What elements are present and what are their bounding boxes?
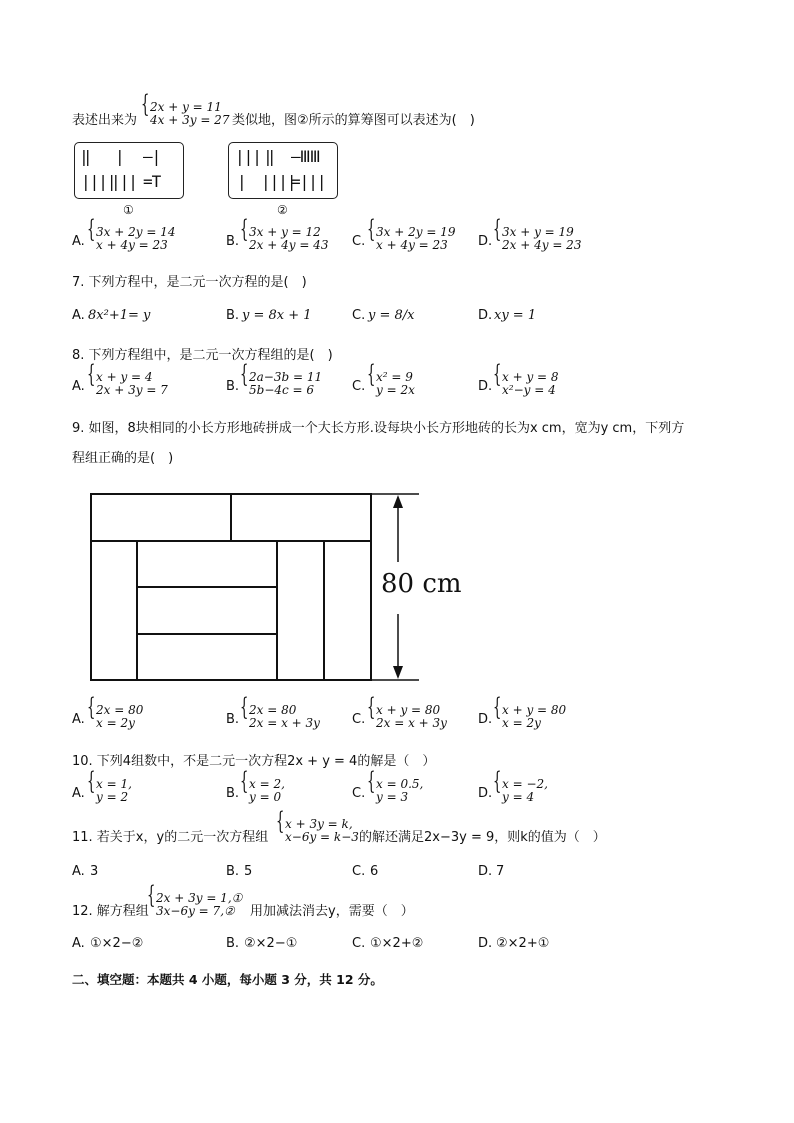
q12-stem-suffix: 用加减法消去y，需要（ ） — [250, 904, 414, 919]
rod-cell: =T — [143, 172, 161, 191]
figure-1-label: ① — [123, 203, 134, 217]
option-label: A. — [72, 786, 85, 801]
option-a-system[interactable]: { 3x + 2y = 14 x + 4y = 23 — [87, 226, 175, 252]
rod-cell: |||| — [261, 172, 296, 191]
rod-cell: —ⅢⅢ — [291, 147, 320, 166]
option-label: C. — [352, 864, 366, 879]
q7-stem: 7. 下列方程中，是二元一次方程的是( ) — [72, 275, 307, 290]
q12-option-b[interactable]: ②×2−① — [244, 936, 298, 951]
q9-option-b[interactable]: { 2x = 80 2x = x + 3y — [240, 704, 320, 730]
option-label: D. — [478, 234, 493, 249]
q11-option-b[interactable]: 5 — [244, 864, 253, 879]
option-label: D. — [478, 379, 493, 394]
q8-option-b[interactable]: { 2a−3b = 11 5b−4c = 6 — [240, 371, 322, 397]
q9-option-d[interactable]: { x + y = 80 x = 2y — [493, 704, 566, 730]
option-label: C. — [352, 234, 366, 249]
q11-system: { x + 3y = k, x−6y = k−3 — [276, 818, 359, 844]
option-label: A. — [72, 308, 85, 323]
q9-option-c[interactable]: { x + y = 80 2x = x + 3y — [367, 704, 447, 730]
rod-cell: =||| — [291, 172, 326, 191]
rod-cell: | — [115, 147, 124, 166]
option-label: D. — [478, 936, 493, 951]
q10-option-a[interactable]: { x = 1, y = 2 — [87, 778, 132, 804]
q11-option-d[interactable]: 7 — [496, 864, 505, 879]
option-label: D. — [478, 712, 493, 727]
option-label: C. — [352, 379, 366, 394]
q10-option-b[interactable]: { x = 2, y = 0 — [240, 778, 285, 804]
q10-option-d[interactable]: { x = −2, y = 4 — [493, 778, 548, 804]
q12-option-d[interactable]: ②×2+① — [496, 936, 550, 951]
rod-cell: ‖ — [81, 147, 90, 166]
q12-option-a[interactable]: ①×2−② — [90, 936, 144, 951]
q10-stem: 10. 下列4组数中，不是二元一次方程2x + y = 4的解是（ ） — [72, 754, 436, 769]
rod-cell: | — [237, 172, 246, 191]
counting-rod-figure-2 — [228, 142, 338, 199]
q10-option-c[interactable]: { x = 0.5, y = 3 — [367, 778, 423, 804]
rod-cell: ||| — [111, 172, 137, 191]
option-label: C. — [352, 712, 366, 727]
option-label: A. — [72, 936, 85, 951]
option-label: D. — [478, 308, 493, 323]
figure-2-label: ② — [277, 203, 288, 217]
q7-option-c[interactable]: y = 8/x — [368, 308, 415, 323]
option-d-system[interactable]: { 3x + y = 19 2x + 4y = 23 — [493, 226, 581, 252]
q8-option-a[interactable]: { x + y = 4 2x + 3y = 7 — [87, 371, 168, 397]
q11-option-c[interactable]: 6 — [370, 864, 379, 879]
rod-cell: ‖ — [265, 147, 274, 166]
option-label: B. — [226, 712, 240, 727]
option-label: D. — [478, 864, 493, 879]
option-label: B. — [226, 864, 240, 879]
option-label: C. — [352, 936, 366, 951]
option-label: B. — [226, 379, 240, 394]
rod-cell: —| — [143, 147, 161, 166]
dimension-label: 80 cm — [381, 569, 462, 599]
q6-intro-suffix: 类似地，图②所示的算筹图可以表述为( ) — [232, 113, 475, 128]
option-label: B. — [226, 936, 240, 951]
option-label: A. — [72, 379, 85, 394]
q7-option-a[interactable]: 8x²+1= y — [88, 308, 151, 323]
option-label: D. — [478, 786, 493, 801]
q7-option-b[interactable]: y = 8x + 1 — [242, 308, 312, 323]
q6-intro-system: { 2x + y = 11 4x + 3y = 27 — [141, 101, 229, 127]
q11-option-a[interactable]: 3 — [90, 864, 99, 879]
option-label: A. — [72, 864, 85, 879]
q12-system: { 2x + 3y = 1,① 3x−6y = 7,② — [147, 892, 242, 918]
option-label: B. — [226, 308, 240, 323]
option-label: A. — [72, 234, 85, 249]
q7-option-d[interactable]: xy = 1 — [494, 308, 537, 323]
option-label: A. — [72, 712, 85, 727]
counting-rod-figure-1 — [74, 142, 184, 199]
q11-stem-suffix: 的解还满足2x−3y = 9，则k的值为（ ） — [359, 830, 606, 845]
q8-option-d[interactable]: { x + y = 8 x²−y = 4 — [493, 371, 559, 397]
option-label: C. — [352, 308, 366, 323]
rod-cell: |||| — [81, 172, 116, 191]
arrow-head-down — [393, 666, 403, 679]
option-label: B. — [226, 786, 240, 801]
option-c-system[interactable]: { 3x + 2y = 19 x + 4y = 23 — [367, 226, 455, 252]
rod-cell: ||| — [235, 147, 261, 166]
q6-intro-prefix: 表述出来为 — [72, 113, 138, 128]
q12-option-c[interactable]: ①×2+② — [370, 936, 424, 951]
q8-option-c[interactable]: { x² = 9 y = 2x — [367, 371, 415, 397]
option-label: C. — [352, 786, 366, 801]
option-b-system[interactable]: { 3x + y = 12 2x + 4y = 43 — [240, 226, 328, 252]
section-heading: 二、填空题：本题共 4 小题，每小题 3 分，共 12 分。 — [72, 972, 383, 987]
q12-stem-prefix: 12. 解方程组 — [72, 904, 149, 919]
q9-stem-line2: 程组正确的是( ) — [72, 451, 174, 466]
q9-option-a[interactable]: { 2x = 80 x = 2y — [87, 704, 143, 730]
arrow-head-up — [393, 495, 403, 508]
option-label: B. — [226, 234, 240, 249]
q11-stem-prefix: 11. 若关于x，y的二元一次方程组 — [72, 830, 269, 845]
q9-stem-line1: 9. 如图，8块相同的小长方形地砖拼成一个大长方形.设每块小长方形地砖的长为x cm，宽为y cm，下列方 — [72, 421, 685, 436]
q8-stem: 8. 下列方程组中，是二元一次方程组的是( ) — [72, 348, 333, 363]
